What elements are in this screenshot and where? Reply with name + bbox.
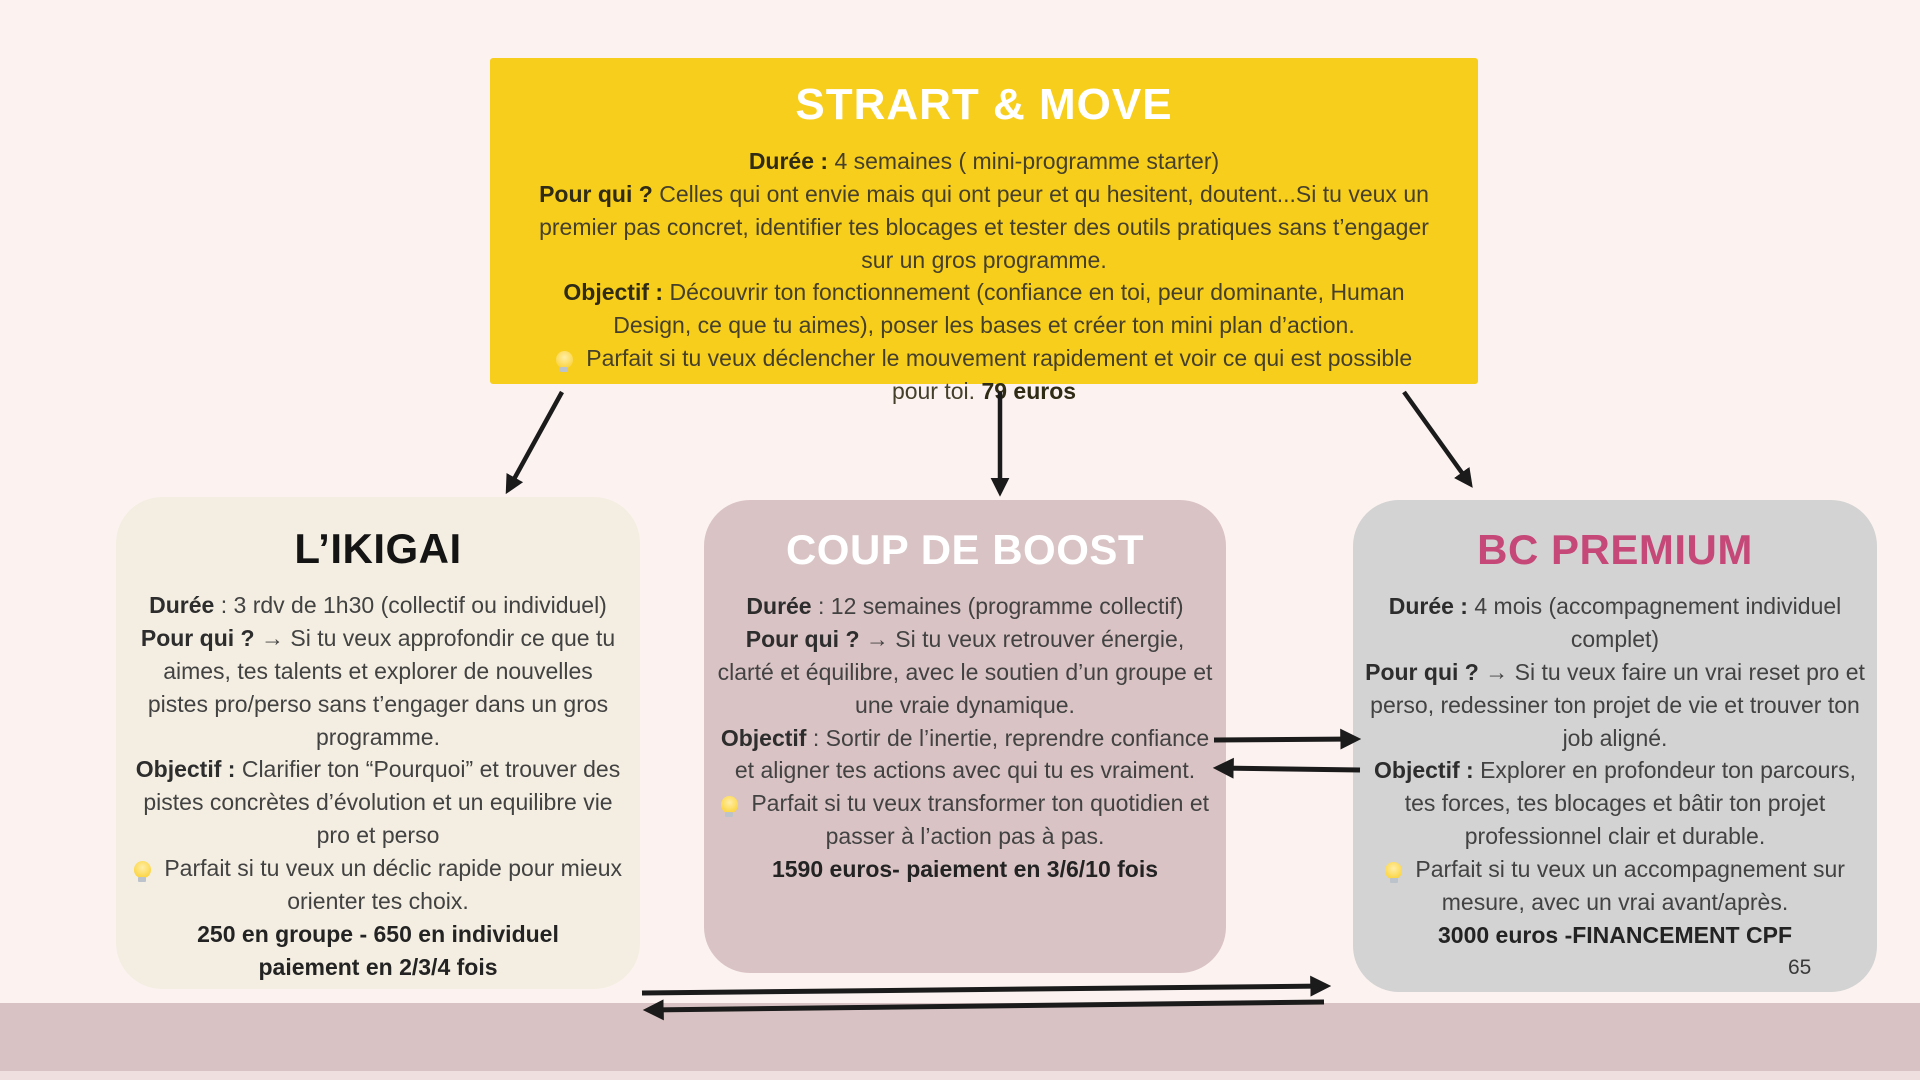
lightbulb-icon xyxy=(556,351,573,368)
start-move-pourqui-line: Pour qui ? Celles qui ont envie mais qui ont peur et qu hesitent, doutent...Si tu veux un premier pas concret, identifier tes blocages et tester des outils pratiques sans t’engager sur un gros programme. xyxy=(539,180,1429,273)
arrow-bottom-right xyxy=(642,986,1326,993)
ikigai-title: L’IKIGAI xyxy=(294,525,462,572)
coup-de-boost-title: COUP DE BOOST xyxy=(785,526,1145,573)
bc-premium-card xyxy=(1353,500,1877,992)
start-move-price: 79 euros xyxy=(981,378,1077,405)
lightbulb-icon xyxy=(721,796,738,813)
bc-premium-title: BC PREMIUM xyxy=(1477,526,1753,573)
boost-pourqui-line: Pour qui ? → Si tu veux retrouver énergie, clarté et équilibre, avec le soutien d’un groupe et une vraie dynamique. xyxy=(717,625,1213,718)
boost-duree-line: Durée : 12 semaines (programme collectif) xyxy=(746,593,1184,620)
coup-de-boost-card xyxy=(704,500,1226,973)
ikigai-price-line-1: 250 en groupe - 650 en individuel xyxy=(197,920,559,947)
arrow-boost-to-premium xyxy=(1214,739,1356,740)
boost-price-line: 1590 euros- paiement en 3/6/10 fois xyxy=(771,856,1159,883)
ikigai-pourqui-line: Pour qui ? → Si tu veux approfondir ce que tu aimes, tes talents et explorer de nouvelles pistes pro/perso sans t’engager dans un gros programme. xyxy=(140,624,616,750)
ikigai-price-line-2: paiement en 2/3/4 fois xyxy=(258,953,498,980)
ikigai-parfait-line: Parfait si tu veux un déclic rapide pour mieux orienter tes choix. xyxy=(130,852,626,918)
premium-pourqui-line: Pour qui ? → Si tu veux faire un vrai reset pro et perso, redessiner ton projet de vie et trouver ton job aligné. xyxy=(1365,658,1865,751)
page-number: 65 xyxy=(1788,956,1812,979)
premium-parfait-line: Parfait si tu veux un accompagnement sur mesure, avec un vrai avant/après. xyxy=(1365,853,1865,919)
lightbulb-icon xyxy=(134,861,151,878)
ikigai-card xyxy=(116,497,640,989)
premium-objectif-line: Objectif : Explorer en profondeur ton parcours, tes forces, tes blocages et bâtir ton projet professionnel clair et durable. xyxy=(1374,757,1856,850)
bottom-band-light xyxy=(0,1071,1920,1080)
start-move-card xyxy=(490,58,1478,405)
ikigai-objectif-line: Objectif : Clarifier ton “Pourquoi” et trouver des pistes concrètes d’évolution et un equilibre vie pro et perso xyxy=(135,756,621,849)
boost-objectif-line: Objectif : Sortir de l’inertie, reprendre confiance et aligner tes actions avec qui tu es vraiment. xyxy=(720,724,1210,784)
lightbulb-icon xyxy=(1385,862,1402,879)
start-move-objectif-line: Objectif : Découvrir ton fonctionnement (confiance en toi, peur dominante, Human Design, ce que tu aimes), poser les bases et créer ton mini plan d’action. xyxy=(563,279,1405,339)
start-move-title: STRART & MOVE xyxy=(795,80,1173,129)
start-move-duree-line: Durée : 4 semaines ( mini-programme starter) xyxy=(748,147,1220,174)
arrow-premium-to-boost xyxy=(1218,768,1360,770)
ikigai-duree-line: Durée : 3 rdv de 1h30 (collectif ou individuel) xyxy=(149,592,607,619)
premium-price-line: 3000 euros -FINANCEMENT CPF xyxy=(1437,921,1792,948)
premium-duree-line: Durée : 4 mois (accompagnement individuel complet) xyxy=(1388,593,1842,652)
bottom-band xyxy=(0,1003,1920,1071)
boost-parfait-line: Parfait si tu veux transformer ton quotidien et passer à l’action pas à pas. xyxy=(716,787,1214,853)
start-move-parfait-line: Parfait si tu veux déclencher le mouvement rapidement et voir ce qui est possible pour toi. 79 euros xyxy=(538,342,1430,408)
